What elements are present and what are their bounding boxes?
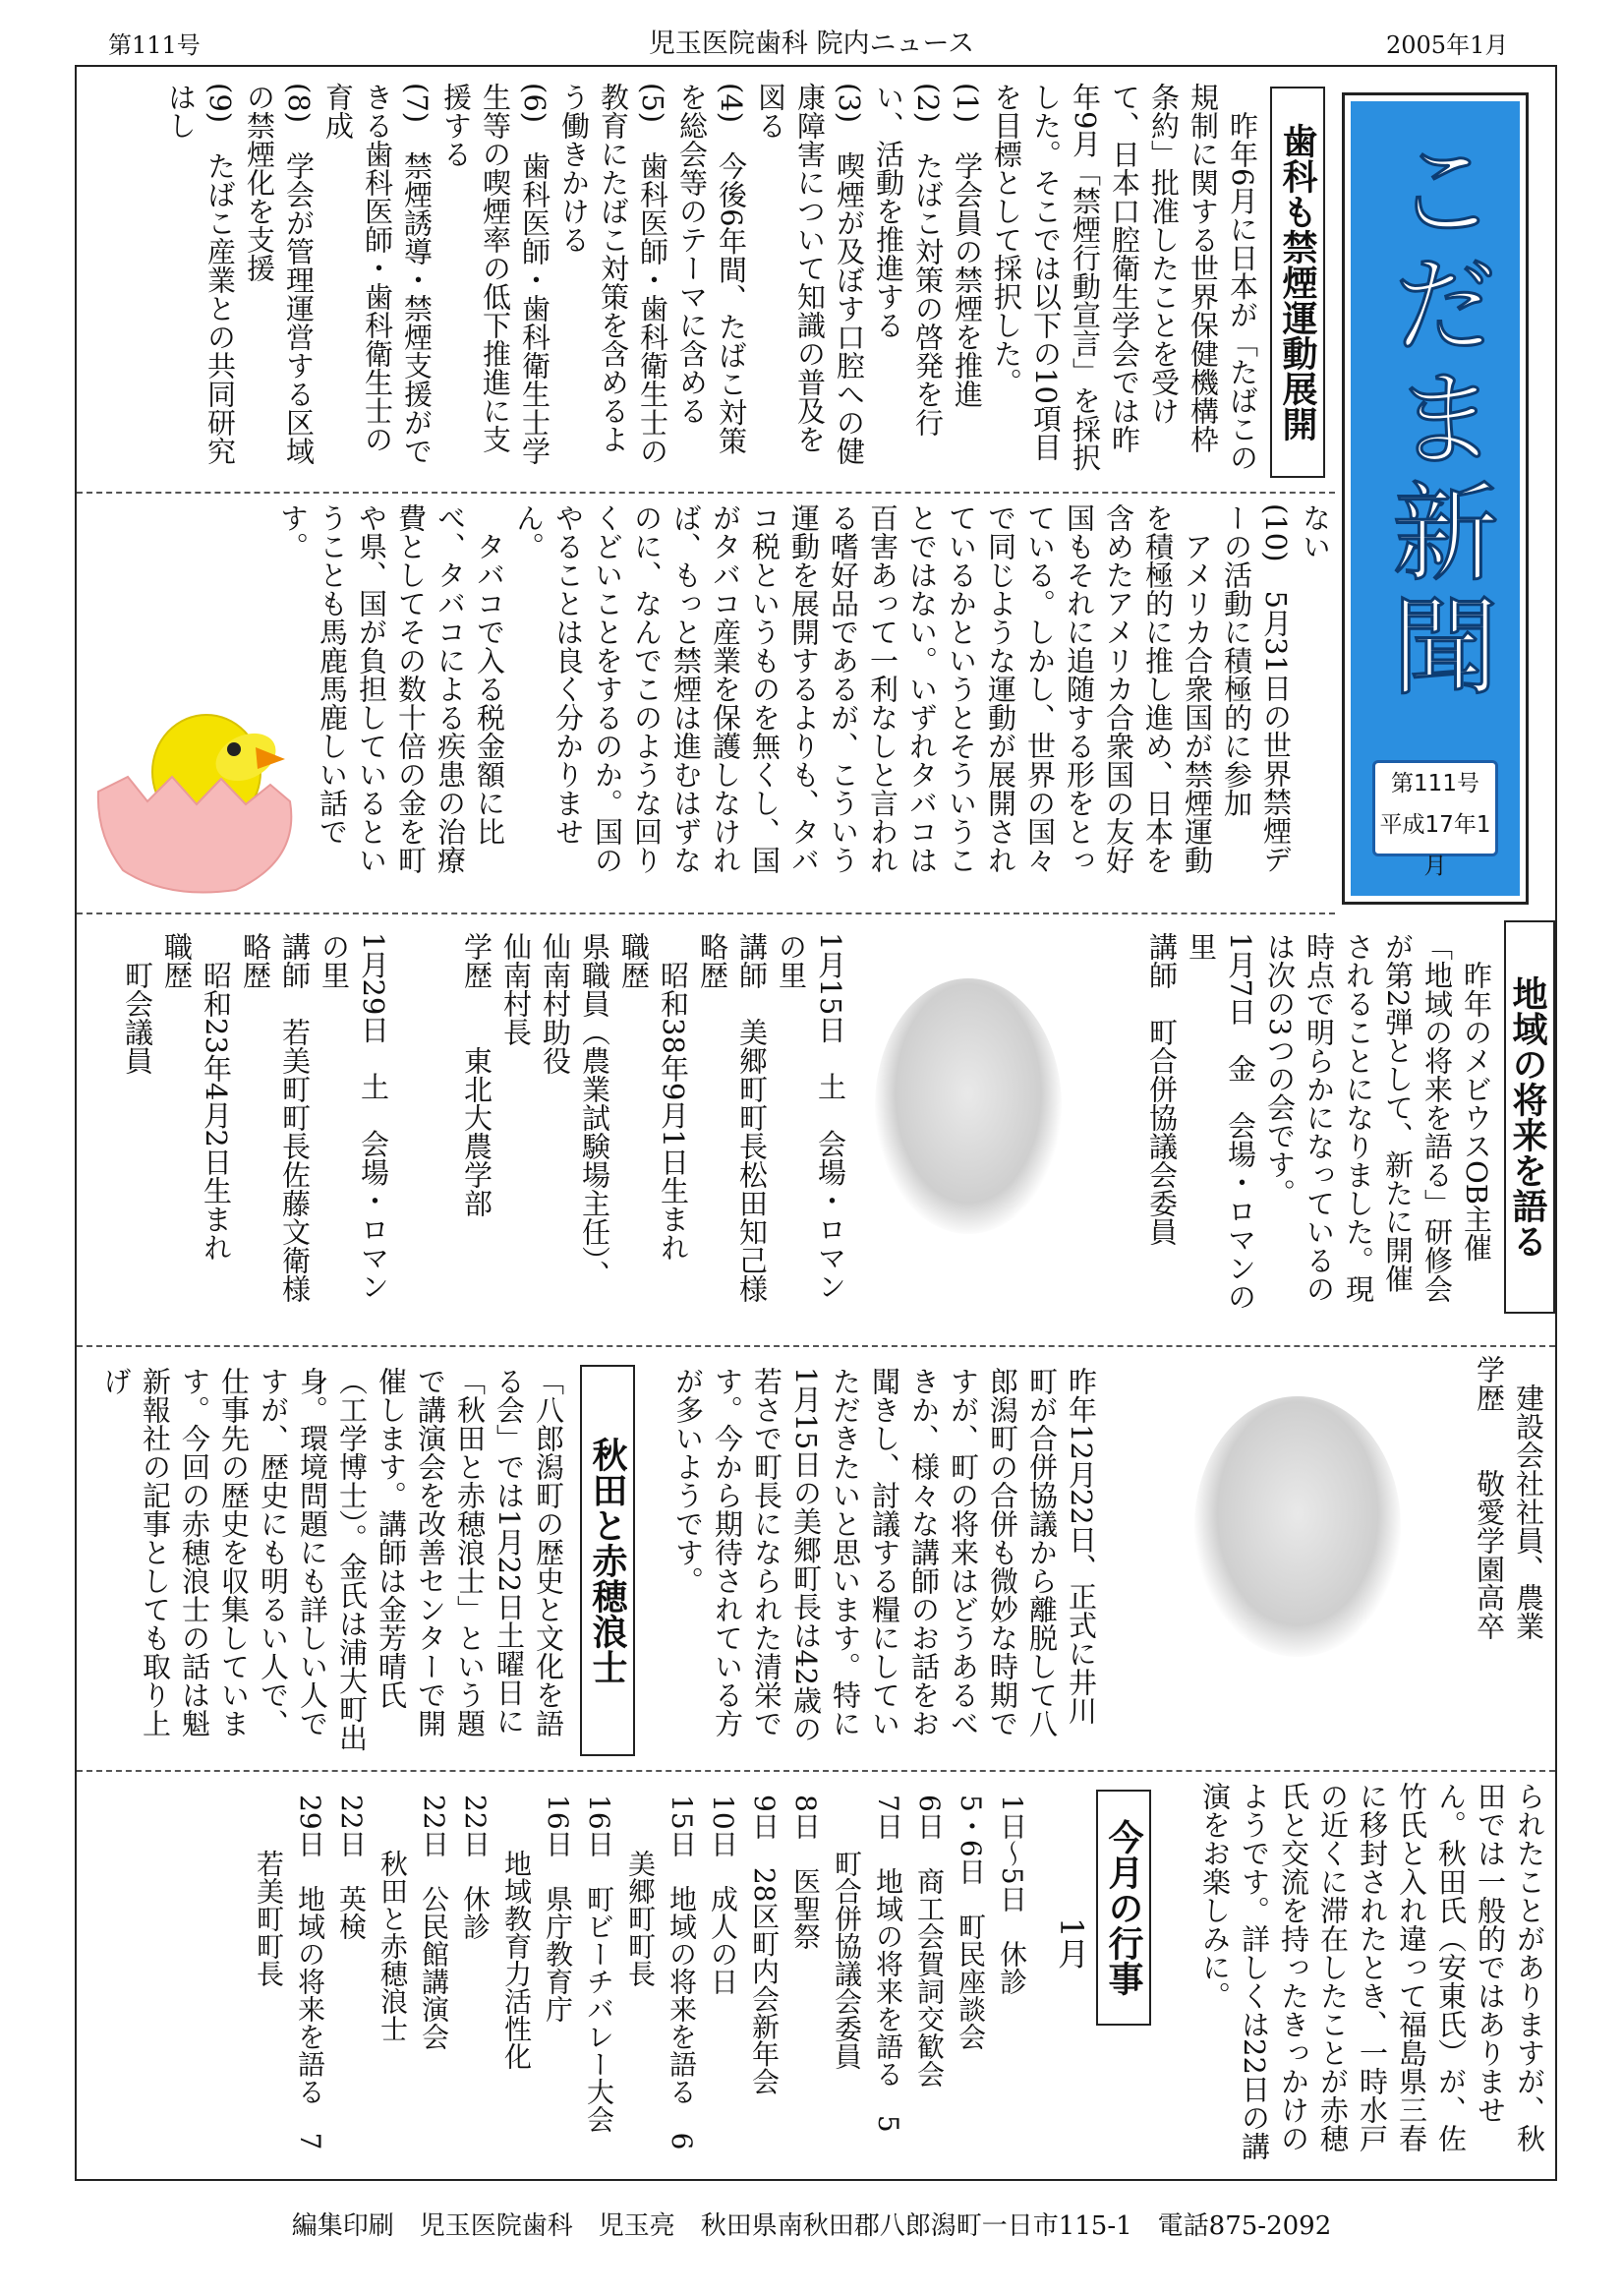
event-item: 6日 商工会賀詞交歓会 bbox=[913, 1795, 946, 2088]
tobacco-title bbox=[1270, 87, 1325, 478]
ako-text-a: 昨年12月22日、正式に井川町が合併協議から離脱して八郎潟町の合併も微妙な時期ですが、町の将来はどうあるべきか、様々な講師のお話をお聞きし、討議する糧にしていただきたいと思います。特に1月15日の美郷町長は42歳の若さで町長になられた清栄です。今から期待されている方が多いようです。 bbox=[671, 1367, 1098, 1743]
photo-matsuda bbox=[875, 978, 1062, 1234]
future-lecturer-3: 1月29日 土 会場・ロマンの里 講師 若美町町長佐藤文衛様 略歴 昭和23年4月2日生まれ 職歴 町会議員 bbox=[121, 932, 390, 1303]
ako-text-b: 「八郎潟町の歴史と文化を語る会」では1月22日土曜日に「秋田と赤穂浪士」という題で講演会を改善センターで開催します。講師は金芳晴氏（工学博士）。金氏は浦大町出身。環境問題にも詳しい人ですが、歴史にも明るい人で、仕事先の歴史を収集しています。今回の赤穂浪士の話は魁新報社の記事としても取り上げ bbox=[99, 1367, 565, 1752]
event-item: 22日 休診 bbox=[459, 1795, 492, 1940]
events-month: 1月 bbox=[1053, 1917, 1090, 1970]
ako-text-c: られたことがありますが、秋田では一般的ではありません。秋田氏（安東氏）が、佐竹氏と入れ違って福島県三春に移封されたとき、一時水戸の近くに滞在したことが赤穂氏と交流を持ったきっかけのようです。詳しくは22日の講演をお楽しみに。 bbox=[1198, 1782, 1546, 2160]
events-list bbox=[177, 1795, 1032, 2168]
divider-4 bbox=[77, 1770, 1555, 1772]
divider-3 bbox=[77, 1345, 1555, 1347]
header-date: 2005年1月 bbox=[1386, 31, 1509, 59]
chick-eye bbox=[227, 742, 241, 756]
event-item: 16日 町ビーチバレー大会 bbox=[583, 1795, 615, 2133]
events-title-text: 今月の行事 bbox=[1103, 1819, 1144, 1996]
masthead bbox=[1342, 92, 1529, 905]
event-item: 8日 医聖祭 bbox=[789, 1795, 822, 1950]
future-text: 昨年のメビウスOB主催「地域の将来を語る」研修会が第2弾として、新たに開催されることになりました。現時点で明らかになっているのは次の3つの会です。 1月7日 金 会場・ロマンの里 講師 町合併協議会委員 bbox=[1145, 932, 1493, 1311]
event-item: 22日 英検 bbox=[335, 1795, 368, 1940]
event-item: 5・6日 町民座談会 bbox=[955, 1795, 987, 2050]
future-title bbox=[1504, 920, 1555, 1314]
event-item: 29日 地域の将来を語る 7 若美町町長 bbox=[253, 1795, 326, 2150]
tobacco-title-text: 歯科も禁煙運動展開 bbox=[1277, 123, 1318, 442]
event-item: 9日 28区町内会新年会 bbox=[748, 1795, 781, 2095]
tobacco-text-top: 昨年6月に日本が「たばこの規制に関する世界保健機構枠条約」批准したことを受けて、日本口腔衛生学会では昨年9月「禁煙行動宣言」を採択した。そこでは以下の10項目を目標として採択した。 (1) 学会員の禁煙を推進 (2) たばこ対策の啓発を行い、活動を推進する (3) 喫煙が及ぼす口腔への健康障害について知識の普及を図る (4) 今後6年間、たばこ対策を総会等のテーマに含める (5) 歯科医師・歯科衛生士の教育にたばこ対策を含めるよう働きかける (6) 歯科医師・歯科衛生士学生等の喫煙率の低下推進に支援する (7) 禁煙誘導・禁煙支援ができる歯科医師・歯科衛生士の育成 (8) 学会が管理運営する区域の禁煙化を支援 (9) たばこ産業との共同研究はし bbox=[164, 83, 1259, 472]
event-item: 1日～5日 休診 bbox=[996, 1795, 1028, 1995]
ako-title bbox=[580, 1365, 635, 1756]
masthead-issue: 第111号 bbox=[1391, 771, 1479, 796]
header-title: 児玉医院歯科 院内ニュース bbox=[648, 29, 975, 59]
future-lecturer-2: 1月15日 土 会場・ロマンの里 講師 美郷町町長松田知己様 略歴 昭和38年9月1日生まれ 職歴 県職員（農業試験場主任）、 仙南村助役 仙南村長 学歴 東北大農学部 bbox=[460, 932, 847, 1303]
divider-2 bbox=[77, 913, 1335, 914]
event-item: 16日 県庁教育庁 地域教育力活性化 bbox=[500, 1795, 574, 2070]
event-item: 10日 成人の日 bbox=[707, 1795, 739, 1995]
divider-1 bbox=[77, 492, 1335, 494]
ako-title-text: 秋田と赤穂浪士 bbox=[587, 1437, 628, 1684]
tobacco-text-mid: ない (10) 5月31日の世界禁煙デーの活動に積極的に参加 アメリカ合衆国が禁煙運動を積極的に推し進め、日本を含めたアメリカ合衆国の友好国もそれに追随する形をとっている。しかし、世界の国々で同じような運動が展開されているかというとそういうことではない。いずれタバコは百害あって一利なしと言われる嗜好品であるが、こういう運動を展開するよりも、タバコ税というものを無くし、国がタバコ産業を保護しなければ、もっと禁煙は進むはずなのに、なんでこのような回りくどいことをするのか。国のやることは良く分かりません。 タバコで入る税金額に比べ、タバコによる疾患の治療費としてその数十倍の金を町や県、国が負担しているということも馬鹿馬鹿しい話です。 bbox=[276, 503, 1332, 874]
future-career: 建設会社社員、農業 学歴 敬愛学園高卒 bbox=[1473, 1355, 1545, 1640]
header-issue: 第111号 bbox=[108, 31, 201, 59]
masthead-title: こだま新聞 bbox=[1374, 135, 1497, 705]
events-title bbox=[1096, 1790, 1151, 2026]
event-item: 22日 公民館講演会 秋田と赤穂浪士 bbox=[377, 1795, 450, 2050]
chick-illustration bbox=[88, 678, 305, 905]
future-title-text: 地域の将来を語る bbox=[1507, 975, 1548, 1259]
masthead-issue-box bbox=[1372, 760, 1498, 879]
masthead-date: 平成17年1月 bbox=[1379, 812, 1491, 879]
event-item: 15日 地域の将来を語る 6 美郷町町長 bbox=[624, 1795, 698, 2150]
footer: 編集印刷 児玉医院歯科 児玉亮 秋田県南秋田郡八郎潟町一日市115-1 電話875-2092 bbox=[291, 2211, 1332, 2241]
photo-sato bbox=[1194, 1396, 1401, 1657]
event-item: 7日 地域の将来を語る 5 町合併協議会委員 bbox=[831, 1795, 904, 2133]
